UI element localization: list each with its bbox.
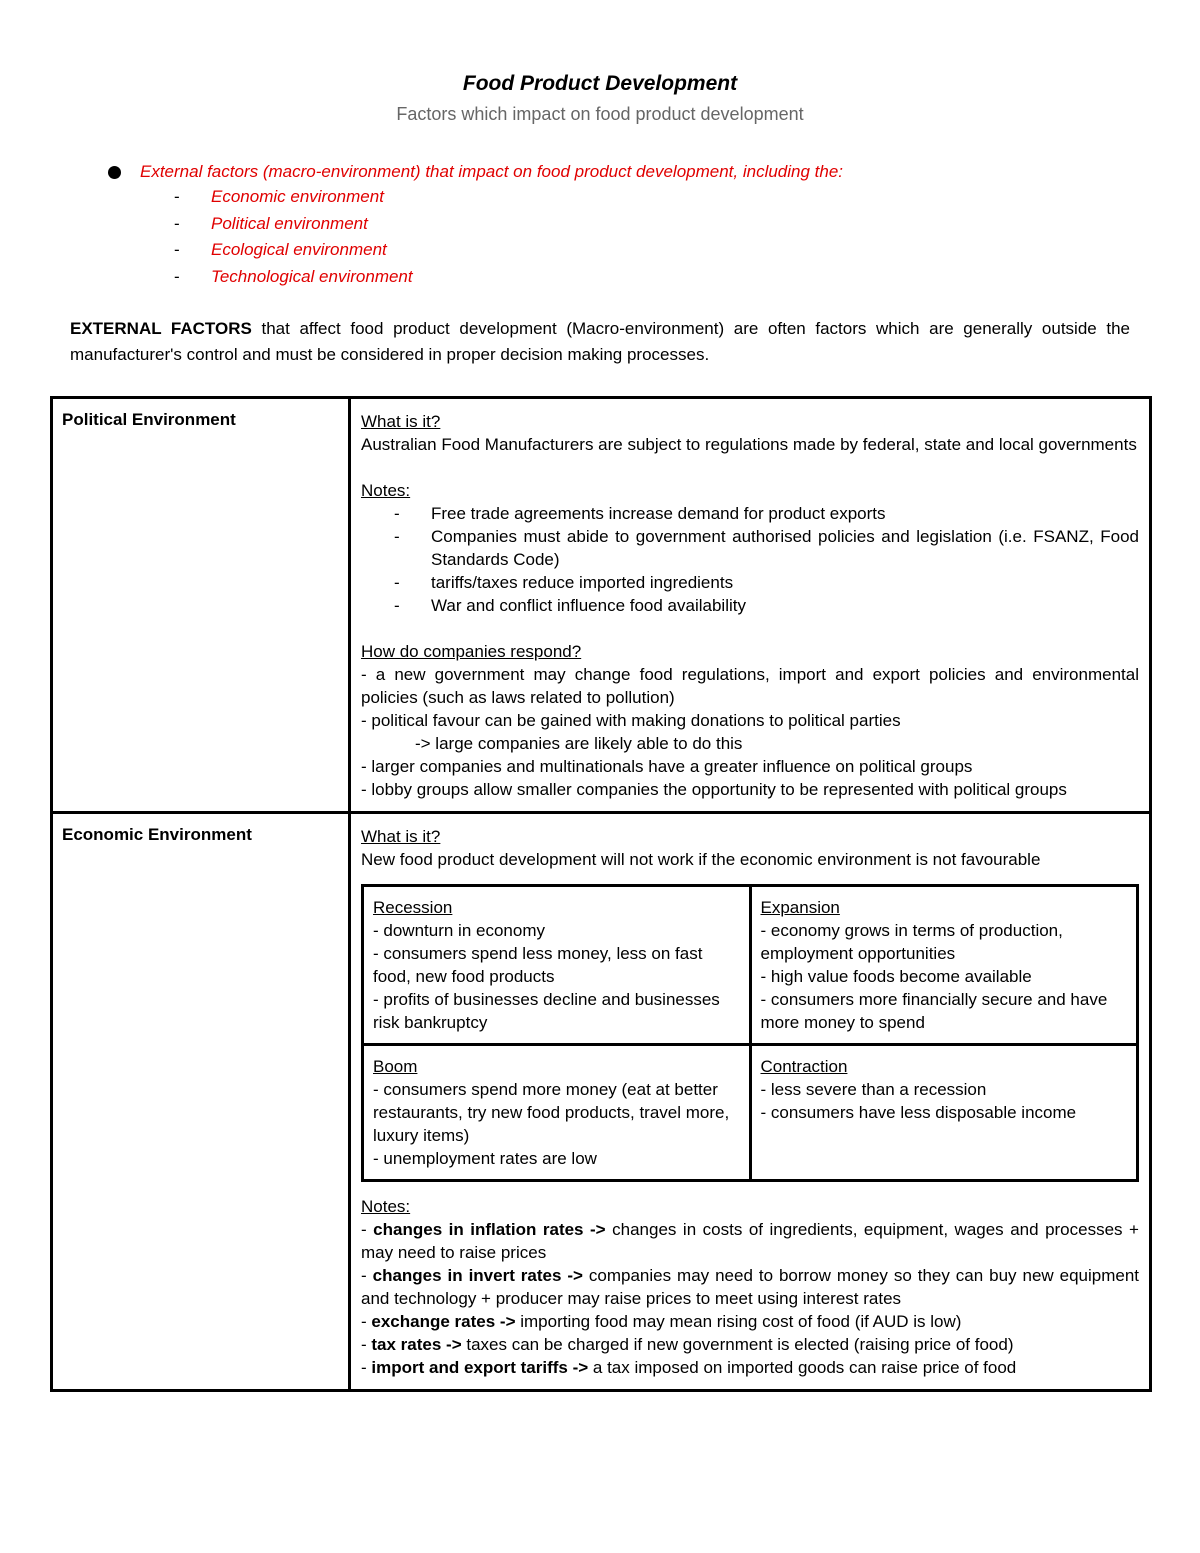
note-text: importing food may mean rising cost of food (if AUD is low) [515,1312,962,1331]
list-item [361,525,1139,571]
phase-line: - high value foods become available [760,967,1032,986]
intro-text: that affect food product development (Macro-environment) are often factors which are generally outside the manufacturer's control and must be considered in proper decision making processes. [70,319,1130,364]
what-text: Australian Food Manufacturers are subject to regulations made by federal, state and local governments [361,435,1137,454]
list-item-text: tariffs/taxes reduce imported ingredients [431,573,734,592]
notes-heading: Notes: [361,481,411,500]
list-item-text: Ecological environment [211,240,387,259]
economic-note: - changes in invert rates -> companies may need to borrow money so they can buy new equipment and technology + producer may raise prices to meet using interest rates [361,1266,1140,1308]
economic-label: Economic Environment [52,813,350,1391]
political-content [350,398,1151,813]
political-notes [361,502,1139,617]
note-bold: changes in inflation rates -> [373,1220,606,1239]
phase-line: - consumers spend more money (eat at better restaurants, try new food products, travel more, luxury items) [373,1080,730,1145]
list-item [108,211,1168,238]
what-text: New food product development will not work if the economic environment is not favourable [361,850,1041,869]
phase-boom [363,1045,751,1181]
dash-icon: - [394,573,400,592]
page-subtitle: Factors which impact on food product development [396,104,804,124]
economic-content [350,813,1151,1391]
notes-heading: Notes: [361,1197,411,1216]
table-row [52,398,1151,813]
dash-icon: - [174,266,180,286]
table-row [363,886,1138,1045]
note-bold: exchange rates -> [371,1312,516,1331]
list-item-text: Political environment [211,213,368,233]
phase-line: - downturn in economy [373,921,545,940]
bullet-dot-icon [108,166,121,179]
list-item-text: Technological environment [211,266,413,286]
external-factors-list [108,160,1168,290]
dash-icon: - [394,527,400,546]
note-bold: changes in invert rates -> [372,1266,583,1285]
list-item-text: Free trade agreements increase demand for product exports [431,504,886,523]
list-item [108,237,1168,264]
phase-contraction [750,1045,1138,1181]
respond-heading: How do companies respond? [361,642,582,661]
phase-line: - economy grows in terms of production, employment opportunities [760,921,1063,963]
phase-name: Expansion [760,898,840,917]
economic-note: - exchange rates -> importing food may mean rising cost of food (if AUD is low) [361,1312,962,1331]
respond-line: - political favour can be gained with making donations to political parties [361,711,901,730]
phase-line: - unemployment rates are low [373,1149,597,1168]
list-item [361,571,1139,594]
note-bold: tax rates -> [371,1335,462,1354]
phase-name: Recession [373,898,453,917]
phase-expansion [750,886,1138,1045]
note-text: taxes can be charged if new government is elected (raising price of food) [461,1335,1014,1354]
dash-icon: - [174,187,180,206]
external-factors-sublist [108,184,1168,290]
table-row [363,1045,1138,1181]
note-bold: import and export tariffs -> [371,1358,589,1377]
what-heading: What is it? [361,412,441,431]
political-label: Political Environment [52,398,350,813]
list-item [361,594,1139,617]
external-factors-intro: External factors (macro-environment) that impact on food product development, including the: [140,162,844,181]
what-heading: What is it? [361,827,441,846]
page-title: Food Product Development [462,72,738,95]
external-factors-bullet [108,160,1168,184]
list-item [108,264,1168,291]
respond-line: - lobby groups allow smaller companies the opportunity to be represented with political groups [361,780,1067,799]
phase-name: Boom [373,1057,418,1076]
list-item-text: Companies must abide to government authorised policies and legislation (i.e. FSANZ, Food Standards Code) [431,527,1139,569]
economic-note: - import and export tariffs -> a tax imposed on imported goods can raise price of food [361,1358,1017,1377]
respond-line: -> large companies are likely able to do this [415,734,743,753]
phase-name: Contraction [760,1057,848,1076]
list-item [361,502,1139,525]
intro-paragraph [70,316,1130,368]
economic-note: - tax rates -> taxes can be charged if new government is elected (raising price of food) [361,1335,1014,1354]
phase-recession [363,886,751,1045]
phase-line: - consumers have less disposable income [760,1103,1077,1122]
phase-line: - less severe than a recession [760,1080,987,1099]
respond-line: - a new government may change food regulations, import and export policies and environmental policies (such as laws related to pollution) [361,665,1139,707]
dash-icon: - [174,213,180,233]
note-text: a tax imposed on imported goods can raise price of food [588,1358,1017,1377]
intro-bold: EXTERNAL FACTORS [70,319,252,338]
phase-line: - consumers more financially secure and have more money to spend [760,990,1108,1032]
respond-line: - larger companies and multinationals have a greater influence on political groups [361,757,973,776]
list-item-text: War and conflict influence food availability [431,596,746,615]
note-text: companies may need to borrow money so they can buy new equipment and technology + producer may raise prices to meet using interest rates [361,1266,1140,1308]
list-item-text: Economic environment [211,187,384,206]
economic-cycle-table [361,884,1139,1182]
note-text: changes in costs of ingredients, equipment, wages and processes + may need to raise prices [361,1220,1139,1262]
economic-note: - changes in inflation rates -> changes in costs of ingredients, equipment, wages and processes + may need to raise prices [361,1220,1139,1262]
phase-line: - consumers spend less money, less on fast food, new food products [373,944,703,986]
list-item [108,184,1168,211]
factors-table [50,396,1152,1392]
dash-icon: - [174,240,180,259]
table-row [52,813,1151,1391]
dash-icon: - [394,596,400,615]
phase-line: - profits of businesses decline and businesses risk bankruptcy [373,990,720,1032]
dash-icon: - [394,504,400,523]
